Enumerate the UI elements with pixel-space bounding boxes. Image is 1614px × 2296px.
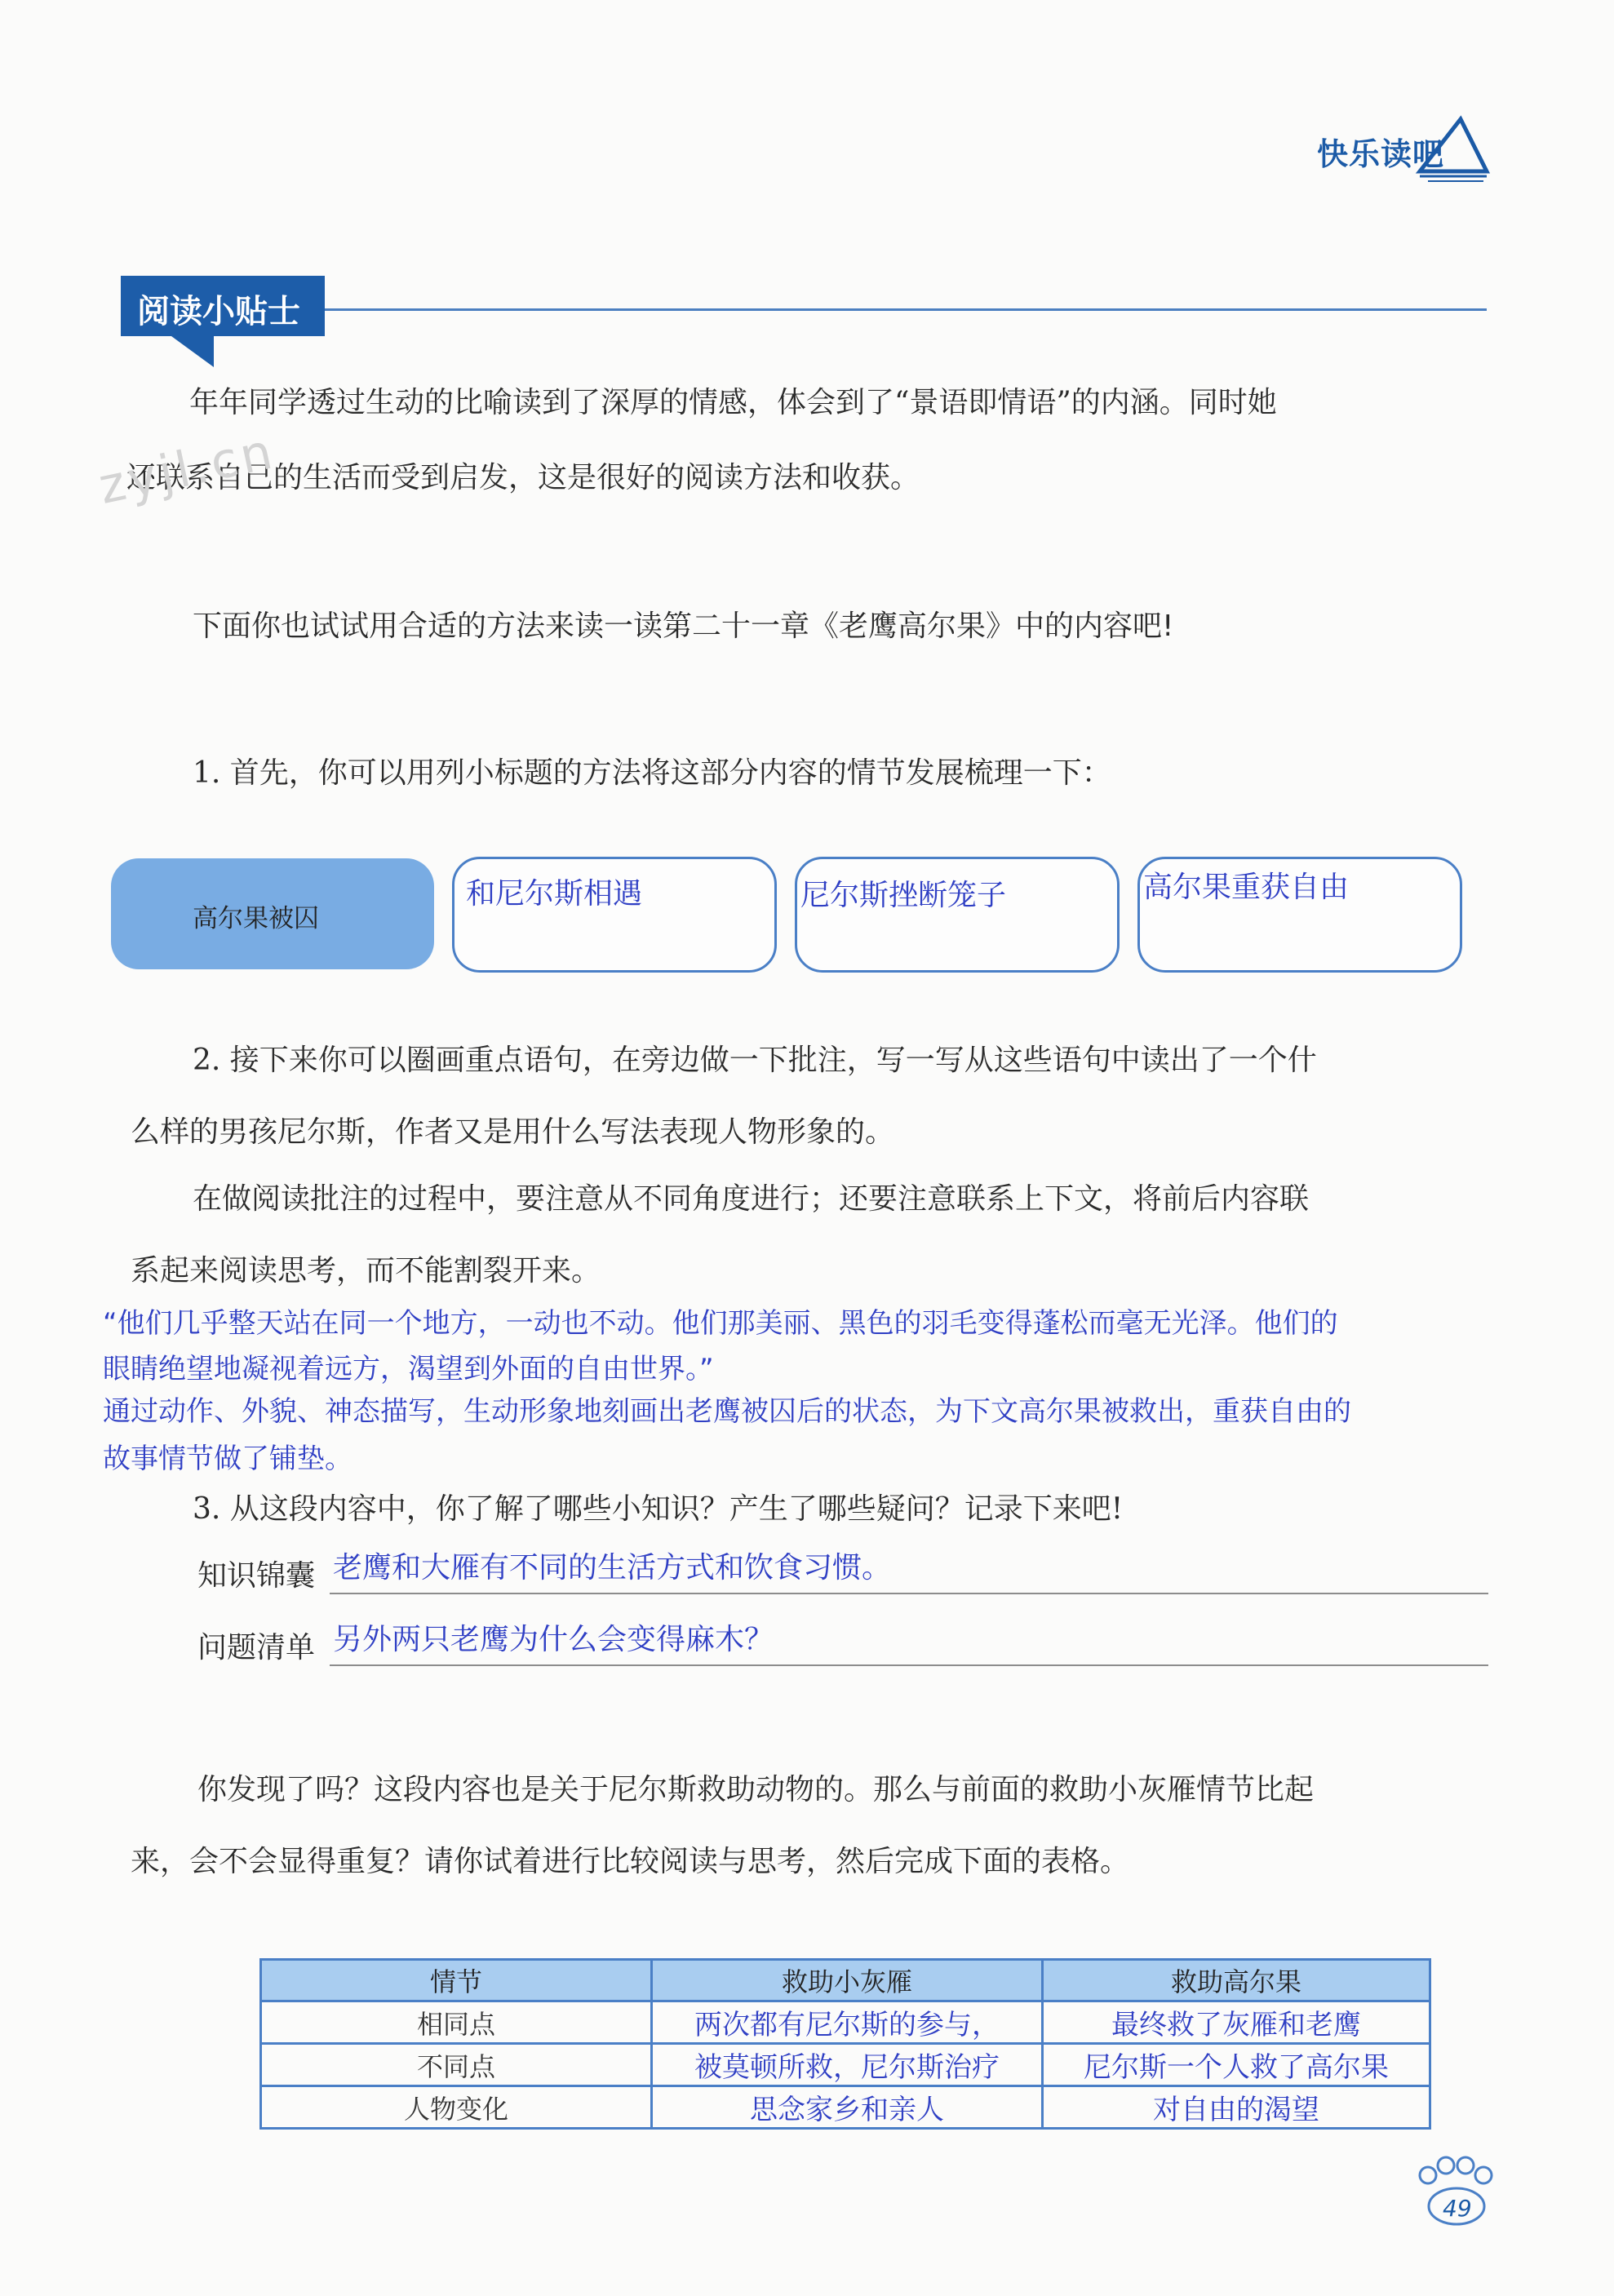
q2-line2: 么样的男孩尼尔斯，作者又是用什么写法表现人物形象的。 <box>131 1115 895 1149</box>
q2-answer-line3: 通过动作、外貌、神态描写，生动形象地刻画出老鹰被囚后的状态，为下文高尔果被救出，重获自由的 <box>103 1395 1351 1428</box>
knowledge-label: 知识锦囊 <box>197 1559 316 1593</box>
compare-line2: 来，会不会显得重复？请你试着进行比较阅读与思考，然后完成下面的表格。 <box>131 1845 1130 1878</box>
table-cell-answer[interactable]: 最终救了灰雁和老鹰 <box>1043 2001 1430 2044</box>
page-number-badge <box>1410 2154 1500 2227</box>
q1-text: 1. 首先，你可以用列小标题的方法将这部分内容的情节发展梳理一下： <box>193 756 1111 790</box>
tip-header-tail <box>171 336 214 367</box>
q2-answer-line2: 眼睛绝望地凝视着远方，渴望到外面的自由世界。” <box>103 1353 714 1385</box>
plot-box-label: 和尼尔斯相遇 <box>466 877 643 911</box>
plot-box-3[interactable] <box>795 857 1120 973</box>
q2-line1: 2. 接下来你可以圈画重点语句，在旁边做一下批注，写一写从这些语句中读出了一个什 <box>193 1044 1317 1077</box>
q2-line4: 系起来阅读思考，而不能割裂开来。 <box>131 1254 601 1288</box>
q3-text: 3. 从这段内容中，你了解了哪些小知识？产生了哪些疑问？记录下来吧! <box>193 1492 1124 1526</box>
tip-paragraph-line2: 还联系自己的生活而受到启发，这是很好的阅读方法和收获。 <box>126 461 920 494</box>
intro-text: 下面你也试试用合适的方法来读一读第二十一章《老鹰高尔果》中的内容吧! <box>193 609 1174 643</box>
plot-box-label: 尼尔斯挫断笼子 <box>800 879 1007 912</box>
table-row <box>261 2001 1430 2044</box>
compare-line1: 你发现了吗？这段内容也是关于尼尔斯救助动物的。那么与前面的救助小灰雁情节比起 <box>197 1773 1315 1806</box>
table-header-row <box>261 1960 1430 2001</box>
tip-header <box>121 276 325 336</box>
table-header-cell: 救助小灰雁 <box>652 1960 1043 2001</box>
table-row-label: 人物变化 <box>261 2086 652 2129</box>
plot-box-label: 高尔果被囚 <box>193 904 319 933</box>
table-row-label: 相同点 <box>261 2001 652 2044</box>
table-row-label: 不同点 <box>261 2044 652 2086</box>
plot-box-4[interactable] <box>1137 857 1462 973</box>
tip-divider <box>325 308 1487 311</box>
table-cell-answer[interactable]: 两次都有尼尔斯的参与， <box>652 2001 1043 2044</box>
plot-box-2[interactable] <box>452 857 777 973</box>
q2-answer-line1: “他们几乎整天站在同一个地方，一动也不动。他们那美丽、黑色的羽毛变得蓬松而毫无光泽。他们的 <box>103 1307 1338 1340</box>
question-underline <box>330 1664 1488 1666</box>
knowledge-underline <box>330 1593 1488 1594</box>
plot-box-1 <box>111 858 434 969</box>
table-cell-answer[interactable]: 思念家乡和亲人 <box>652 2086 1043 2129</box>
table-row <box>261 2044 1430 2086</box>
section-badge <box>1297 114 1493 183</box>
table-header-cell: 情节 <box>261 1960 652 2001</box>
table-cell-answer[interactable]: 尼尔斯一个人救了高尔果 <box>1043 2044 1430 2086</box>
comparison-table <box>259 1958 1431 2130</box>
plot-box-label: 高尔果重获自由 <box>1143 871 1350 904</box>
knowledge-answer[interactable]: 老鹰和大雁有不同的生活方式和饮食习惯。 <box>333 1551 892 1585</box>
table-cell-answer[interactable]: 对自由的渴望 <box>1043 2086 1430 2129</box>
question-answer[interactable]: 另外两只老鹰为什么会变得麻木？ <box>333 1623 774 1656</box>
q2-line3: 在做阅读批注的过程中，要注意从不同角度进行；还要注意联系上下文，将前后内容联 <box>193 1182 1310 1216</box>
table-header-cell: 救助高尔果 <box>1043 1960 1430 2001</box>
question-label: 问题清单 <box>197 1631 316 1664</box>
table-cell-answer[interactable]: 被莫顿所救，尼尔斯治疗 <box>652 2044 1043 2086</box>
q2-answer-line4: 故事情节做了铺垫。 <box>103 1443 353 1475</box>
tip-title: 阅读小贴士 <box>137 293 300 330</box>
badge-label: 快乐读吧 <box>1317 136 1445 172</box>
watermark: zyjl.cn <box>94 423 281 516</box>
table-row <box>261 2086 1430 2129</box>
page-number: 49 <box>1443 2195 1472 2222</box>
tip-paragraph-line1: 年年同学透过生动的比喻读到了深厚的情感，体会到了“景语即情语”的内涵。同时她 <box>189 386 1277 419</box>
